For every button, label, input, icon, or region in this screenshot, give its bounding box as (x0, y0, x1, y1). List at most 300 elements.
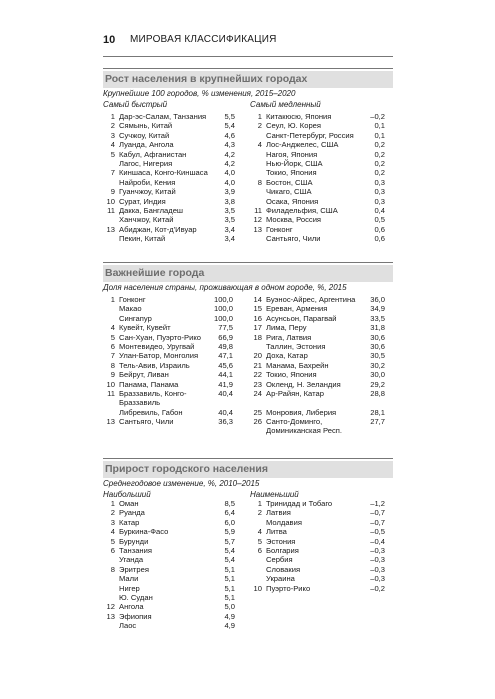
item-value: 5,4 (224, 545, 235, 555)
item-name: Нигер (119, 583, 140, 593)
list-item (250, 398, 385, 407)
list-item (103, 417, 233, 426)
list-item (103, 187, 235, 196)
item-name: Катар (119, 517, 140, 527)
ranking-list (103, 499, 235, 630)
item-value: 5,9 (224, 527, 235, 537)
list-item (103, 612, 235, 621)
item-name: Доминиканская Респ. (266, 426, 342, 436)
item-value: 4,9 (224, 611, 235, 621)
item-value: 3,5 (224, 205, 235, 215)
item-value: 41,9 (218, 379, 233, 389)
item-name: Абиджан, Кот-д'Ивуар (119, 224, 197, 234)
item-value: 45,6 (218, 360, 233, 370)
item-value: 36,0 (370, 295, 385, 304)
item-name: Сямынь, Китай (119, 121, 173, 131)
item-name: Буркина-Фасо (119, 527, 169, 537)
rank-number: 4 (257, 140, 262, 150)
item-value: 77,5 (218, 323, 233, 333)
item-name: Сантьяго, Чили (119, 417, 174, 427)
list-item (103, 565, 235, 574)
item-name: Найроби, Кения (119, 177, 176, 187)
item-name: Сан-Хуан, Пуэрто-Рико (119, 332, 201, 342)
item-name: Руанда (119, 508, 145, 518)
rank-number: 17 (253, 323, 262, 333)
item-value: 4,0 (224, 168, 235, 178)
item-name: Болгария (266, 545, 299, 555)
item-value: 4,9 (224, 621, 235, 631)
list-item (103, 140, 235, 149)
item-value: 30,2 (370, 360, 385, 370)
item-value: 40,4 (218, 407, 233, 417)
item-name: Манама, Бахрейн (266, 360, 329, 370)
rank-number: 20 (253, 351, 262, 361)
item-name: Литва (266, 527, 287, 537)
list-item (250, 112, 385, 121)
header-rule (103, 56, 393, 57)
list-item (250, 546, 385, 555)
item-value: 30,0 (370, 370, 385, 380)
item-value: –0,2 (370, 112, 385, 121)
item-value: 0,5 (374, 215, 385, 225)
item-value: 47,1 (218, 351, 233, 361)
page-number: 10 (103, 34, 116, 46)
item-value: 49,8 (218, 341, 233, 351)
item-name: Мали (119, 574, 139, 584)
item-value: 4,2 (224, 158, 235, 168)
list-item (103, 225, 235, 234)
item-name: Тель-Авив, Израиль (119, 360, 190, 370)
rank-number: 5 (257, 536, 262, 546)
item-name: Сингапур (119, 313, 152, 323)
list-item (103, 621, 235, 630)
rank-number: 1 (110, 295, 115, 304)
item-name: Браззавиль (119, 398, 161, 408)
item-name: Асунсьон, Парагвай (266, 313, 337, 323)
item-value: –0,2 (370, 583, 385, 593)
list-item (250, 159, 385, 168)
item-value: –1,2 (370, 499, 385, 508)
rank-number: 6 (110, 545, 115, 555)
list-item (103, 555, 235, 564)
rank-number: 11 (107, 388, 115, 398)
rank-number: 24 (253, 388, 262, 398)
item-value: 5,4 (224, 121, 235, 131)
item-value: 5,0 (224, 602, 235, 612)
rank-number: 3 (110, 130, 115, 140)
item-value: –0,7 (370, 517, 385, 527)
item-name: Осака, Япония (266, 196, 319, 206)
item-name: Молдавия (266, 517, 302, 527)
list-item (103, 380, 233, 389)
list-item (250, 518, 385, 527)
list-item (250, 499, 385, 508)
item-value: 5,5 (224, 112, 235, 121)
list-item (103, 159, 235, 168)
list-item (250, 426, 385, 435)
list-item (250, 527, 385, 536)
item-name: Монровия, Либерия (266, 407, 337, 417)
list-item (103, 593, 235, 602)
rank-number: 4 (110, 323, 115, 333)
list-item (250, 323, 385, 332)
list-item (250, 565, 385, 574)
item-name: Филадельфия, США (266, 205, 338, 215)
item-name: Токио, Япония (266, 370, 317, 380)
rank-number: 8 (110, 360, 115, 370)
rank-number: 5 (110, 149, 115, 159)
item-value: 5,4 (224, 555, 235, 565)
list-item (103, 168, 235, 177)
list-item (103, 342, 233, 351)
list-item (250, 150, 385, 159)
item-name: Кувейт, Кувейт (119, 323, 171, 333)
rank-number: 11 (107, 205, 115, 215)
rank-number: 5 (110, 332, 115, 342)
list-item (250, 370, 385, 379)
list-item (103, 546, 235, 555)
rank-number: 26 (253, 417, 262, 427)
rank-number: 13 (106, 224, 115, 234)
list-item (250, 574, 385, 583)
list-item (250, 178, 385, 187)
item-name: Дар-эс-Салам, Танзания (119, 112, 207, 121)
item-value: 40,4 (218, 388, 233, 398)
item-value: 3,9 (224, 187, 235, 197)
item-name: Панама, Панама (119, 379, 179, 389)
list-item (250, 314, 385, 323)
item-name: Ю. Судан (119, 592, 153, 602)
list-item (103, 121, 235, 130)
section-subtitle-urban: Среднегодовое изменение, %, 2010–2015 (103, 479, 260, 488)
item-name: Эритрея (119, 564, 149, 574)
item-value: –0,7 (370, 508, 385, 518)
item-name: Сурат, Индия (119, 196, 166, 206)
item-value: 4,3 (224, 140, 235, 150)
rank-number: 11 (254, 205, 262, 215)
item-name: Ангола (119, 602, 144, 612)
item-value: 34,9 (370, 304, 385, 314)
item-name: Нагоя, Япония (266, 149, 318, 159)
list-item (250, 351, 385, 360)
item-name: Лаос (119, 621, 137, 631)
item-value: –0,4 (370, 536, 385, 546)
item-name: Монтевидео, Уругвай (119, 341, 195, 351)
section-subtitle-growth: Крупнейшие 100 городов, % изменения, 2015–2020 (103, 89, 296, 98)
ranking-list (250, 112, 385, 243)
list-item (250, 304, 385, 313)
item-value: 6,0 (224, 517, 235, 527)
item-value: 3,4 (224, 234, 235, 244)
list-item (103, 206, 235, 215)
list-item (103, 323, 233, 332)
rank-number: 1 (257, 112, 262, 121)
running-title: МИРОВАЯ КЛАССИФИКАЦИЯ (130, 34, 277, 45)
item-name: Бейрут, Ливан (119, 370, 169, 380)
item-value: –0,5 (370, 527, 385, 537)
rank-number: 2 (257, 121, 262, 131)
rank-number: 13 (106, 417, 115, 427)
list-item (250, 389, 385, 398)
list-item (250, 295, 385, 304)
item-name: Буэнос-Айрес, Аргентина (266, 295, 356, 304)
item-name: Пекин, Китай (119, 234, 166, 244)
ranking-list (250, 499, 385, 593)
rank-number: 12 (253, 215, 262, 225)
item-name: Санкт-Петербург, Россия (266, 130, 354, 140)
list-item (250, 131, 385, 140)
list-item (103, 408, 233, 417)
item-name: Украина (266, 574, 295, 584)
item-value: 5,1 (224, 574, 235, 584)
rank-number: 10 (106, 196, 115, 206)
item-name: Сучжоу, Китай (119, 130, 170, 140)
rank-number: 10 (253, 583, 262, 593)
rank-number: 6 (110, 341, 115, 351)
item-name: Словакия (266, 564, 301, 574)
column-heading-slowest: Самый медленный (250, 100, 321, 109)
rank-number: 10 (106, 379, 115, 389)
list-item (250, 537, 385, 546)
list-item (103, 314, 233, 323)
list-item (103, 389, 233, 398)
section-subtitle-cities: Доля населения страны, проживающая в одном городе, %, 2015 (103, 283, 347, 292)
list-item (103, 351, 233, 360)
rank-number: 5 (110, 536, 115, 546)
item-name: Чикаго, США (266, 187, 312, 197)
item-name: Луанда, Ангола (119, 140, 174, 150)
column-heading-smallest: Наименьший (250, 490, 299, 499)
list-item (103, 537, 235, 546)
list-item (103, 234, 235, 243)
item-value: 0,6 (374, 234, 385, 244)
item-name: Бурунди (119, 536, 149, 546)
rank-number: 1 (110, 112, 115, 121)
item-name: Рига, Латвия (266, 332, 312, 342)
rank-number: 25 (253, 407, 262, 417)
item-name: Китакюсю, Япония (266, 112, 332, 121)
item-name: Эфиопия (119, 611, 152, 621)
item-value: 3,8 (224, 196, 235, 206)
list-item (250, 187, 385, 196)
item-name: Дакка, Бангладеш (119, 205, 184, 215)
list-item (103, 333, 233, 342)
list-item (103, 361, 233, 370)
item-value: 0,2 (374, 168, 385, 178)
item-name: Уганда (119, 555, 144, 565)
item-value: –0,3 (370, 555, 385, 565)
rank-number: 6 (257, 545, 262, 555)
item-value: 29,2 (370, 379, 385, 389)
rank-number: 16 (253, 313, 262, 323)
list-item (103, 112, 235, 121)
rank-number: 13 (253, 224, 262, 234)
item-name: Улан-Батор, Монголия (119, 351, 199, 361)
list-item (250, 168, 385, 177)
item-value: 3,4 (224, 224, 235, 234)
list-item (250, 508, 385, 517)
rank-number: 8 (110, 564, 115, 574)
list-item (103, 178, 235, 187)
item-value: 0,3 (374, 177, 385, 187)
item-name: Танзания (119, 545, 152, 555)
rank-number: 1 (257, 499, 262, 508)
list-item (250, 333, 385, 342)
item-value: 30,6 (370, 332, 385, 342)
rank-number: 9 (110, 187, 115, 197)
rank-number: 15 (253, 304, 262, 314)
item-name: Кабул, Афганистан (119, 149, 187, 159)
item-name: Латвия (266, 508, 291, 518)
page-header (103, 34, 393, 52)
section-rule (103, 458, 393, 459)
list-item (103, 574, 235, 583)
item-value: 36,3 (218, 417, 233, 427)
item-name: Сеул, Ю. Корея (266, 121, 321, 131)
rank-number: 7 (110, 168, 115, 178)
list-item (103, 131, 235, 140)
item-value: 5,1 (224, 592, 235, 602)
item-name: Лагос, Нигерия (119, 158, 173, 168)
item-name: Гонконг (119, 295, 146, 304)
item-name: Пуэрто-Рико (266, 583, 311, 593)
item-value: 6,4 (224, 508, 235, 518)
item-value: 33,5 (370, 313, 385, 323)
item-name: Оман (119, 499, 139, 508)
rank-number: 21 (253, 360, 262, 370)
item-value: 31,8 (370, 323, 385, 333)
rank-number: 2 (110, 121, 115, 131)
item-value: 5,1 (224, 583, 235, 593)
list-item (103, 602, 235, 611)
item-value: 0,3 (374, 187, 385, 197)
item-name: Сантьяго, Чили (266, 234, 321, 244)
list-item (250, 584, 385, 593)
column-heading-largest: Наибольший (103, 490, 151, 499)
list-item (250, 380, 385, 389)
rank-number: 9 (110, 370, 115, 380)
item-value: 0,1 (374, 121, 385, 131)
rank-number: 18 (253, 332, 262, 342)
item-name: Доха, Катар (266, 351, 308, 361)
ranking-list (103, 295, 233, 426)
rank-number: 1 (110, 499, 115, 508)
item-name: Нью-Йорк, США (266, 158, 323, 168)
item-value: 100,0 (213, 295, 233, 304)
item-name: Ханчжоу, Китай (119, 215, 174, 225)
list-item (103, 197, 235, 206)
list-item (250, 417, 385, 426)
rank-number: 4 (110, 140, 115, 150)
item-name: Браззавиль, Конго- (119, 388, 187, 398)
rank-number: 13 (106, 611, 115, 621)
item-value: 44,1 (218, 370, 233, 380)
list-item (250, 234, 385, 243)
rank-number: 2 (110, 508, 115, 518)
item-value: 30,5 (370, 351, 385, 361)
item-value: 5,1 (224, 564, 235, 574)
list-item (250, 555, 385, 564)
list-item (103, 295, 233, 304)
rank-number: 22 (253, 370, 262, 380)
item-name: Лима, Перу (266, 323, 307, 333)
item-value: 28,1 (370, 407, 385, 417)
item-value: 0,2 (374, 149, 385, 159)
item-name: Гонконг (266, 224, 293, 234)
list-item (103, 527, 235, 536)
item-name: Бостон, США (266, 177, 313, 187)
list-item (250, 361, 385, 370)
item-name: Сербия (266, 555, 293, 565)
item-value: –0,3 (370, 564, 385, 574)
item-name: Таллин, Эстония (266, 341, 326, 351)
section-title-urban: Прирост городского населения (103, 461, 393, 478)
list-item (103, 215, 235, 224)
item-value: 28,8 (370, 388, 385, 398)
item-value: 4,2 (224, 149, 235, 159)
list-item (250, 408, 385, 417)
item-value: 4,0 (224, 177, 235, 187)
item-value: 100,0 (213, 313, 233, 323)
rank-number: 7 (110, 351, 115, 361)
item-name: Москва, Россия (266, 215, 322, 225)
list-item (103, 518, 235, 527)
item-name: Макао (119, 304, 142, 314)
item-value: 0,6 (374, 224, 385, 234)
item-name: Гуанчжоу, Китай (119, 187, 176, 197)
item-name: Токио, Япония (266, 168, 317, 178)
list-item (103, 508, 235, 517)
item-value: 4,6 (224, 130, 235, 140)
item-value: –0,3 (370, 545, 385, 555)
section-title-cities: Важнейшие города (103, 265, 393, 282)
item-name: Окленд, Н. Зеландия (266, 379, 341, 389)
item-value: 27,7 (370, 417, 385, 427)
rank-number: 8 (257, 177, 262, 187)
list-item (250, 342, 385, 351)
column-heading-fastest: Самый быстрый (103, 100, 168, 109)
ranking-list (103, 112, 235, 243)
section-rule (103, 68, 393, 69)
item-name: Ар-Райян, Катар (266, 388, 324, 398)
list-item (250, 121, 385, 130)
list-item (103, 398, 233, 407)
rank-number: 2 (257, 508, 262, 518)
item-name: Ереван, Армения (266, 304, 328, 314)
item-value: 30,6 (370, 341, 385, 351)
item-value: 0,2 (374, 140, 385, 150)
ranking-list (250, 295, 385, 436)
rank-number: 14 (253, 295, 262, 304)
item-name: Киншаса, Конго-Киншаса (119, 168, 208, 178)
item-name: Санто-Доминго, (266, 417, 323, 427)
item-value: 100,0 (213, 304, 233, 314)
list-item (250, 225, 385, 234)
list-item (103, 584, 235, 593)
list-item (103, 370, 233, 379)
item-name: Тринидад и Тобаго (266, 499, 333, 508)
rank-number: 12 (106, 602, 115, 612)
item-value: 0,1 (374, 130, 385, 140)
list-item (103, 304, 233, 313)
list-item (250, 215, 385, 224)
list-item (103, 499, 235, 508)
list-item (250, 197, 385, 206)
rank-number: 3 (110, 517, 115, 527)
item-value: –0,3 (370, 574, 385, 584)
list-item (250, 140, 385, 149)
rank-number: 4 (110, 527, 115, 537)
